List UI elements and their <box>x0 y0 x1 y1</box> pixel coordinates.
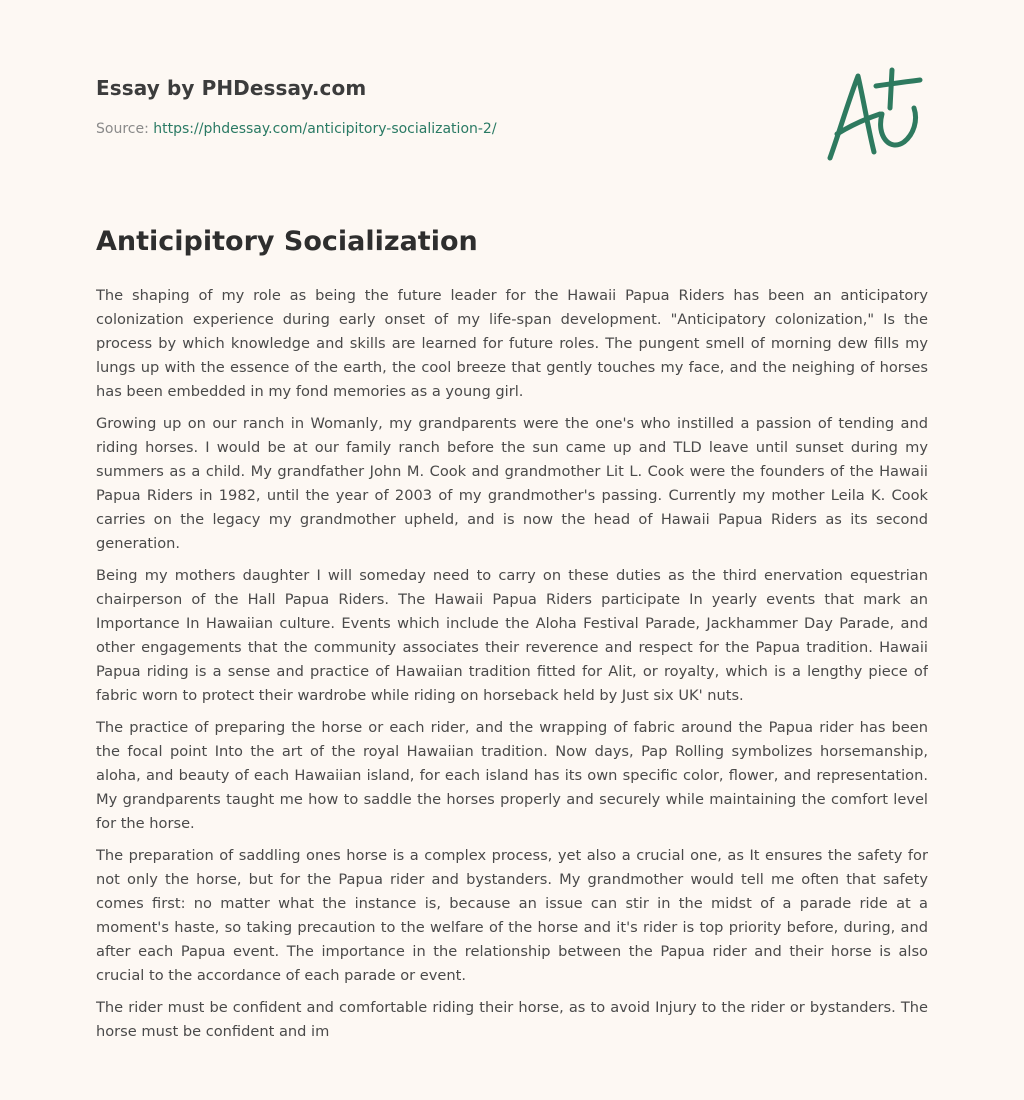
source-link[interactable]: https://phdessay.com/anticipitory-socialization-2/ <box>153 121 497 137</box>
essay-paragraph: Being my mothers daughter I will someday need to carry on these duties as the third enervation equestrian chairperson of the Hall Papua Riders. The Hawaii Papua Riders participate In yearly events that mark an Importance In Hawaiian culture. Events which include the Aloha Festival Parade, Jackhammer Day Parade, and other engagements that the community associates their reverence and respect for the Papua tradition. Hawaii Papua riding is a sense and practice of Hawaiian tradition fitted for Alit, or royalty, which is a lengthy piece of fabric worn to protect their wardrobe while riding on horseback held by Just six UK' nuts. <box>96 567 928 704</box>
essay-body <box>96 284 928 1100</box>
essay-paragraph: Growing up on our ranch in Womanly, my grandparents were the one's who instilled a passion of tending and riding horses. I would be at our family ranch before the sun came up and TLD leave until sunset during my summers as a child. My grandfather John M. Cook and grandmother Lit L. Cook were the founders of the Hawaii Papua Riders in 1982, until the year of 2003 of my grandmother's passing. Currently my mother Leila K. Cook carries on the legacy my grandmother upheld, and is now the head of Hawaii Papua Riders as its second generation. <box>96 415 928 552</box>
source-label: Source: <box>96 121 149 137</box>
a-plus-logo-icon <box>820 64 930 168</box>
essay-paragraph: The shaping of my role as being the future leader for the Hawaii Papua Riders has been an anticipatory colonization experience during early onset of my life-span development. "Anticipatory colonization," Is the process by which knowledge and skills are learned for future roles. The pungent smell of morning dew fills my lungs up with the essence of the earth, the cool breeze that gently touches my face, and the neighing of horses has been embedded in my fond memories as a young girl. <box>96 287 928 400</box>
essay-paragraph: The practice of preparing the horse or each rider, and the wrapping of fabric around the Papua rider has been the focal point Into the art of the royal Hawaiian tradition. Now days, Pap Rolling symbolizes horsemanship, aloha, and beauty of each Hawaiian island, for each island has its own specific color, flower, and representation. My grandparents taught me how to saddle the horses properly and securely while maintaining the comfort level for the horse. <box>96 719 928 832</box>
essay-paragraph: The preparation of saddling ones horse is a complex process, yet also a crucial one, as It ensures the safety for not only the horse, but for the Papua rider and bystanders. My grandmother would tell me often that safety comes first: no matter what the instance is, because an issue can stir in the midst of a parade ride at a moment's haste, so taking precaution to the welfare of the horse and it's rider is top priority before, during, and after each Papua event. The importance in the relationship between the Papua rider and their horse is also crucial to the accordance of each parade or event. <box>96 847 928 984</box>
site-title: Essay by PHDessay.com <box>96 76 367 100</box>
essay-title: Anticipitory Socialization <box>96 226 478 257</box>
source-line <box>96 121 928 137</box>
essay-paragraph: The rider must be confident and comfortable riding their horse, as to avoid Injury to the rider or bystanders. The horse must be confident and im <box>96 999 928 1040</box>
document-header <box>96 76 928 137</box>
